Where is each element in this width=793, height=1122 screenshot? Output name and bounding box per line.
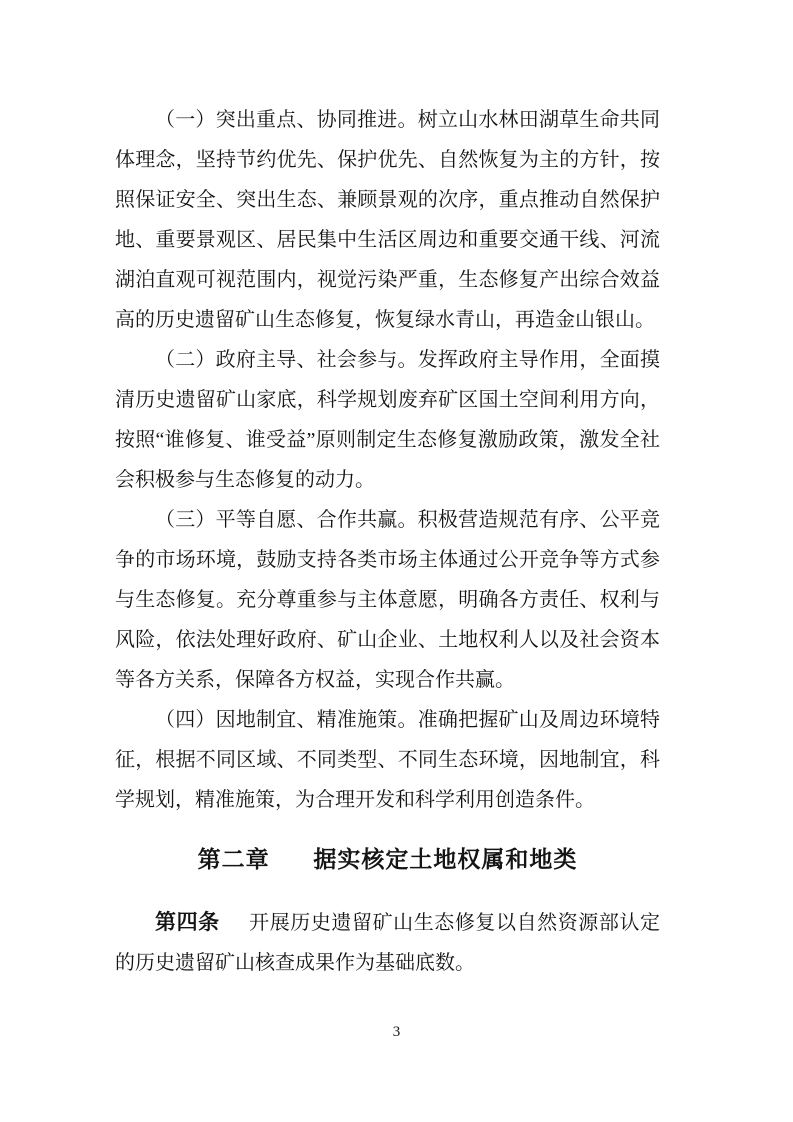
paragraph-principle-4: （四）因地制宜、精准施策。准确把握矿山及周边环境特征，根据不同区域、不同类型、不同生态环境，因地制宜，科学规划，精准施策，为合理开发和科学利用创造条件。 bbox=[115, 709, 660, 811]
paragraph-principle-1: （一）突出重点、协同推进。树立山水林田湖草生命共同体理念，坚持节约优先、保护优先、自然恢复为主的方针，按照保证安全、突出生态、兼顾景观的次序，重点推动自然保护地、重要景观区、居民集中生活区周边和重要交通干线、河流湖泊直观可视范围内，视觉污染严重，生态修复产出综合效益高的历史遗留矿山生态修复，恢复绿水青山，再造金山银山。 bbox=[115, 109, 660, 331]
paragraph-article-4 bbox=[115, 903, 660, 983]
chapter-title: 据实核定土地权属和地类 bbox=[313, 846, 578, 872]
paragraph-principle-3: （三）平等自愿、合作共赢。积极营造规范有序、公平竞争的市场环境，鼓励支持各类市场主体通过公开竞争等方式参与生态修复。充分尊重参与主体意愿，明确各方责任、权利与风险，依法处理好政府、矿山企业、土地权利人以及社会资本等各方关系，保障各方权益，实现合作共赢。 bbox=[115, 509, 660, 691]
article-text: 开展历史遗留矿山生态修复以自然资源部认定的历史遗留矿山核查成果作为基础底数。 bbox=[115, 912, 661, 974]
chapter-number: 第二章 bbox=[197, 846, 270, 872]
article-number: 第四条 bbox=[155, 911, 220, 934]
paragraph-principle-2: （二）政府主导、社会参与。发挥政府主导作用，全面摸清历史遗留矿山家底，科学规划废弃矿区国土空间利用方向，按照“谁修复、谁受益”原则制定生态修复激励政策，激发全社会积极参与生态修复的动力。 bbox=[115, 349, 660, 491]
document-body bbox=[115, 100, 660, 983]
chapter-heading bbox=[115, 837, 660, 881]
page-number: 3 bbox=[392, 1024, 401, 1040]
